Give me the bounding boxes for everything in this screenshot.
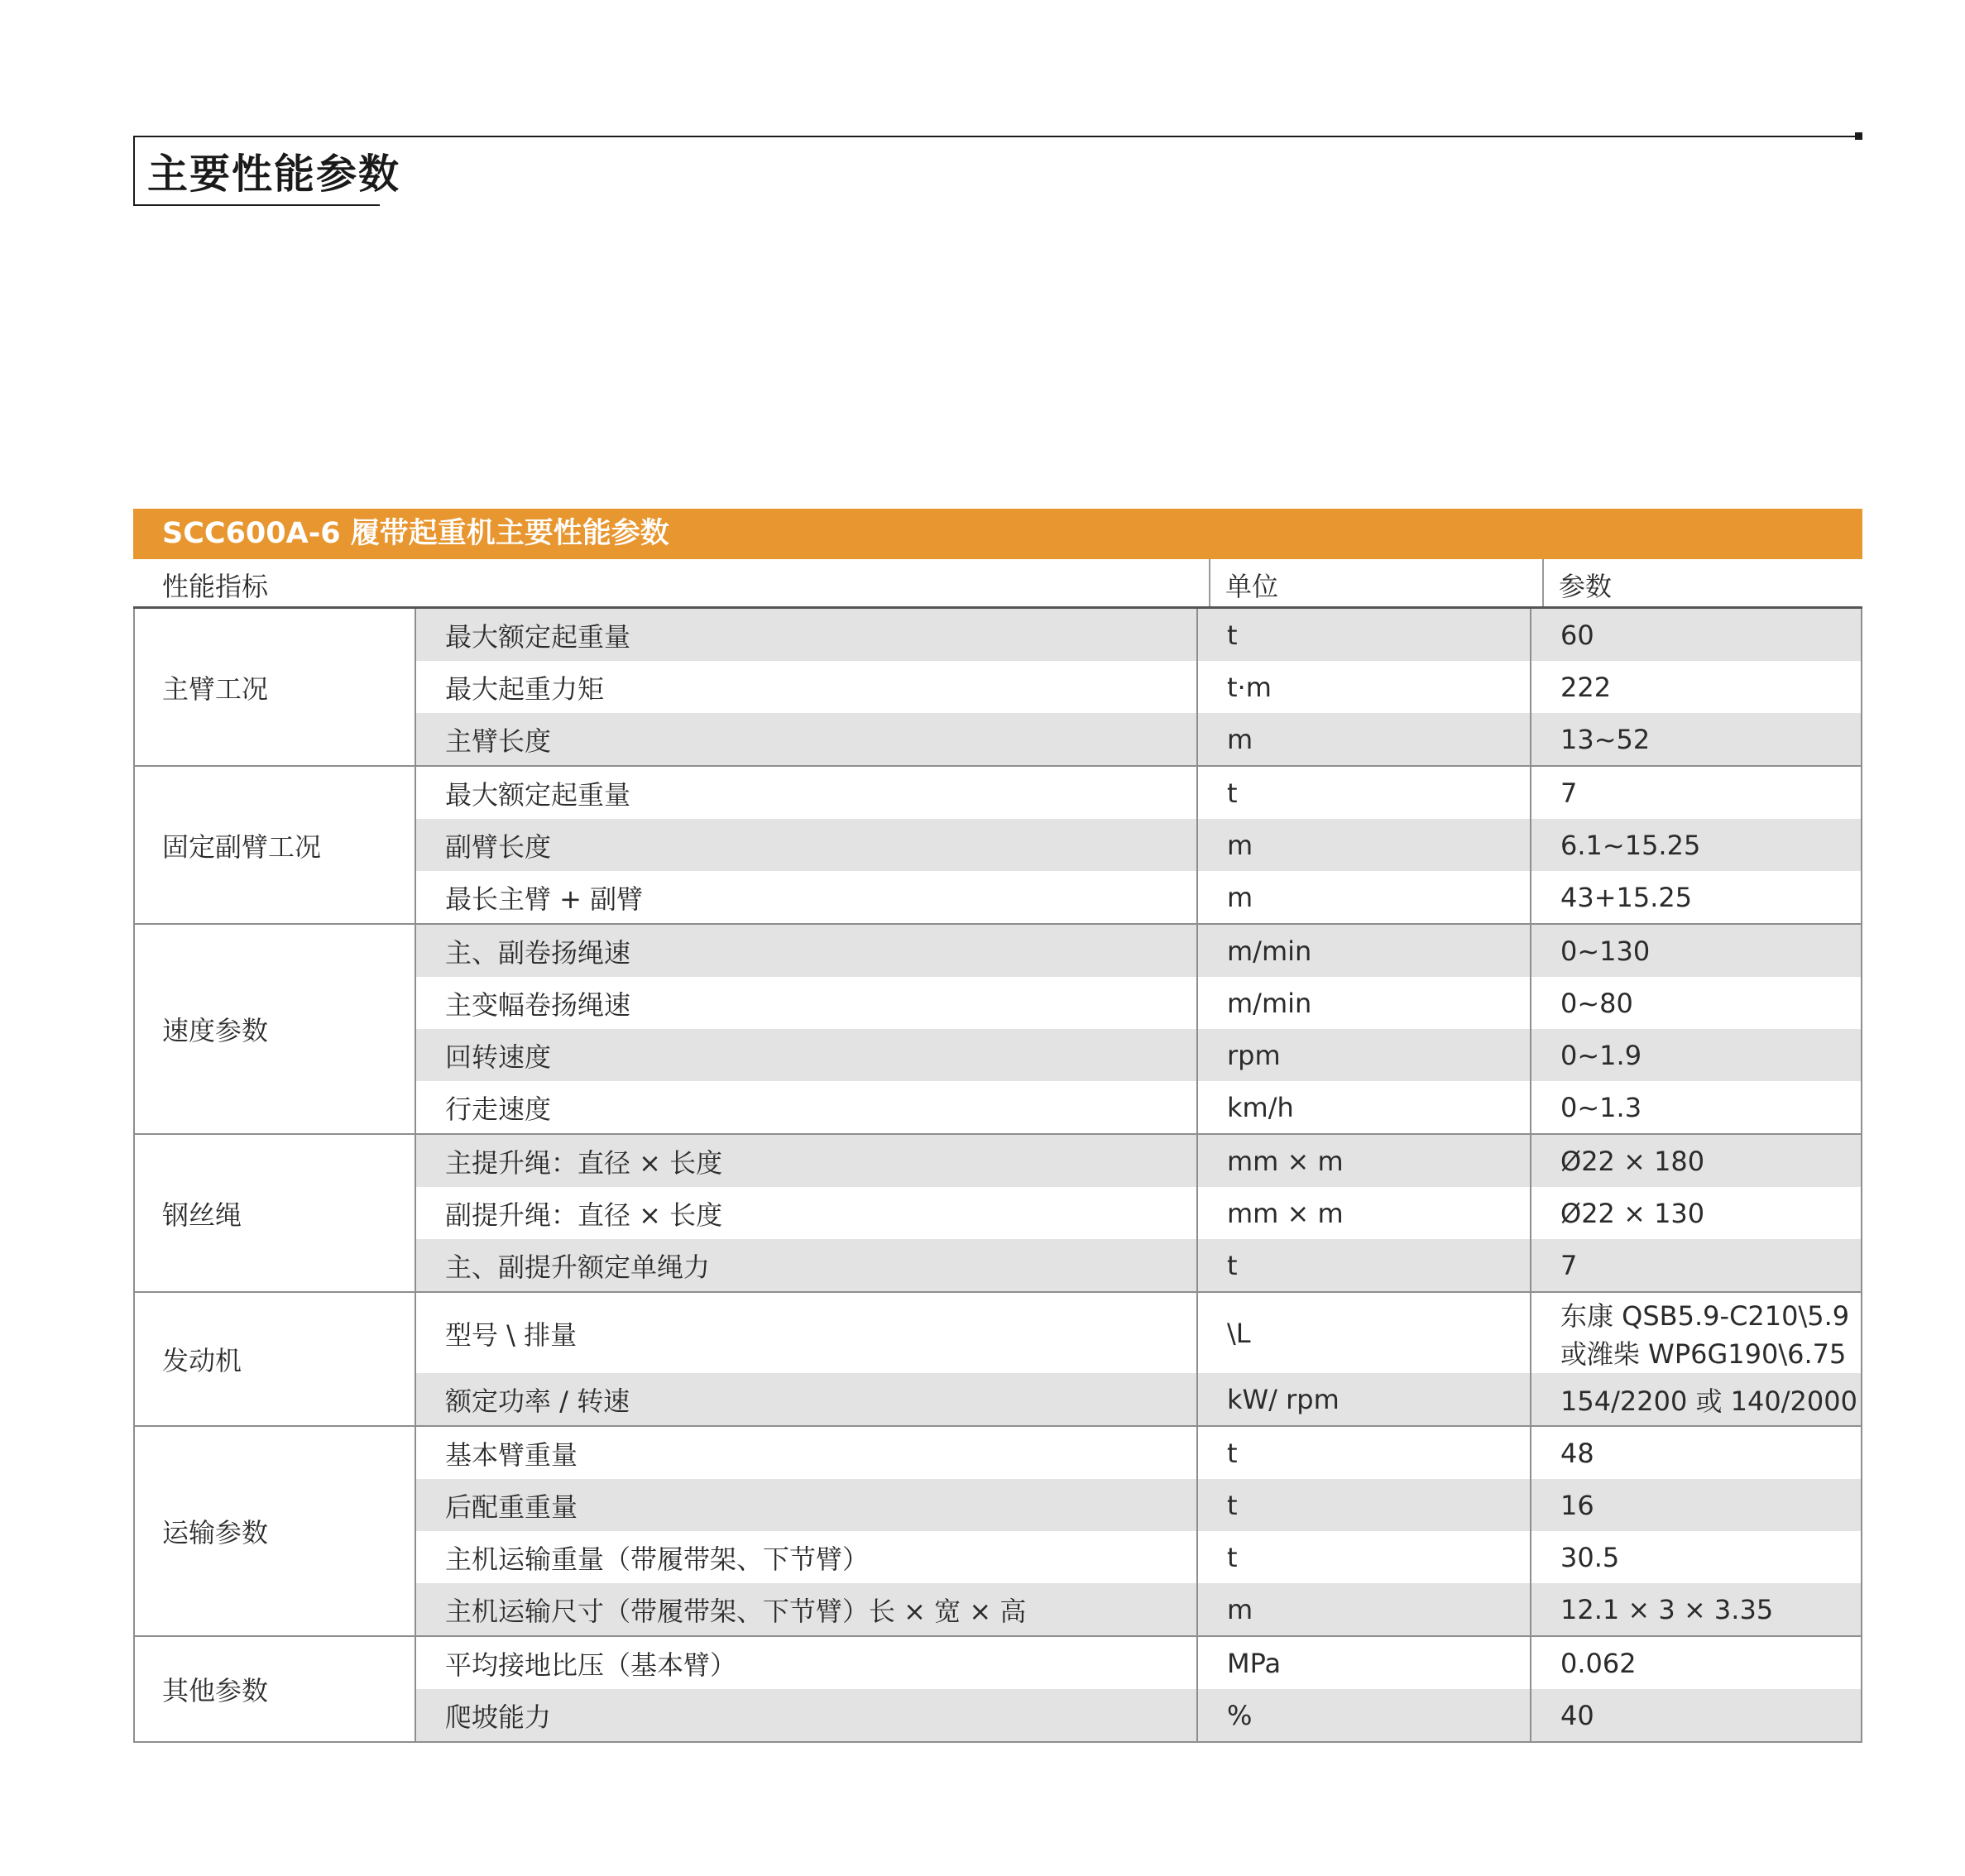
param-name: 后配重重量: [416, 1479, 1198, 1531]
param-value-text: 0~130: [1560, 935, 1651, 967]
page-title: 主要性能参数: [147, 151, 401, 198]
param-value: [1531, 1583, 1861, 1635]
heading-frame-bottom: [133, 204, 380, 206]
group-label: 主臂工况: [135, 609, 416, 765]
param-name: 爬坡能力: [416, 1689, 1198, 1741]
param-value-text: Ø22 × 180: [1560, 1145, 1705, 1177]
param-value-text: 30.5: [1560, 1541, 1620, 1573]
group-rows: [416, 1135, 1861, 1291]
table-body: [133, 609, 1862, 1743]
param-value: [1531, 1293, 1861, 1373]
param-unit: t: [1198, 1531, 1531, 1583]
param-name: 主机运输尺寸（带履带架、下节臂）长 × 宽 × 高: [416, 1583, 1198, 1635]
table-row: [416, 819, 1861, 871]
param-unit: m: [1198, 1583, 1531, 1635]
table-row: [416, 1479, 1861, 1531]
param-name: 型号 \ 排量: [416, 1293, 1198, 1373]
param-value: [1531, 1689, 1861, 1741]
table-row: [416, 1373, 1861, 1425]
param-unit: m: [1198, 819, 1531, 871]
param-unit: %: [1198, 1689, 1531, 1741]
column-header-indicator: 性能指标: [162, 571, 269, 602]
param-unit: mm × m: [1198, 1187, 1531, 1239]
table-row: [416, 1427, 1861, 1479]
table-group: [135, 1635, 1861, 1741]
group-label: 运输参数: [135, 1427, 416, 1635]
param-value: [1531, 767, 1861, 819]
table-row: [416, 1081, 1861, 1133]
table-group: [135, 765, 1861, 923]
column-divider: [1209, 559, 1210, 606]
param-name: 最长主臂 + 副臂: [416, 871, 1198, 923]
table-group: [135, 1425, 1861, 1635]
spec-table: [133, 509, 1862, 1743]
param-value-text: 13~52: [1560, 723, 1651, 755]
table-row: [416, 1583, 1861, 1635]
group-rows: [416, 1427, 1861, 1635]
param-value-text: 222: [1560, 671, 1612, 703]
param-name: 最大起重力矩: [416, 661, 1198, 713]
table-row: [416, 661, 1861, 713]
param-value: [1531, 1239, 1861, 1291]
heading-frame-left: [133, 136, 135, 206]
param-name: 主机运输重量（带履带架、下节臂）: [416, 1531, 1198, 1583]
param-unit: m/min: [1198, 925, 1531, 977]
table-row: [416, 1187, 1861, 1239]
table-row: [416, 713, 1861, 765]
param-value-text: 60: [1560, 619, 1594, 651]
table-group: [135, 1291, 1861, 1425]
param-value-text: 7: [1560, 1249, 1578, 1281]
param-value: [1531, 871, 1861, 923]
param-value-text: 0~1.3: [1560, 1091, 1642, 1123]
param-unit: t: [1198, 1427, 1531, 1479]
param-unit: kW/ rpm: [1198, 1373, 1531, 1425]
table-row: [416, 1135, 1861, 1187]
param-name: 平均接地比压（基本臂）: [416, 1637, 1198, 1689]
param-value-text: 154/2200 或 140/2000: [1560, 1385, 1857, 1417]
param-name: 主变幅卷扬绳速: [416, 977, 1198, 1029]
param-value: [1531, 1479, 1861, 1531]
param-name: 最大额定起重量: [416, 767, 1198, 819]
param-value: [1531, 661, 1861, 713]
group-rows: [416, 609, 1861, 765]
table-group: [135, 609, 1861, 765]
param-value-text: 7: [1560, 777, 1578, 809]
param-value: [1531, 1427, 1861, 1479]
param-unit: t·m: [1198, 661, 1531, 713]
table-title: SCC600A-6 履带起重机主要性能参数: [133, 509, 1862, 559]
param-value: [1531, 609, 1861, 661]
group-rows: [416, 1637, 1861, 1741]
table-row: [416, 1637, 1861, 1689]
param-value-text: 43+15.25: [1560, 881, 1693, 913]
table-row: [416, 1531, 1861, 1583]
group-rows: [416, 767, 1861, 923]
table-row: [416, 1293, 1861, 1373]
param-name: 行走速度: [416, 1081, 1198, 1133]
column-divider: [1542, 559, 1544, 606]
table-group: [135, 1133, 1861, 1291]
param-value: [1531, 1187, 1861, 1239]
param-value: [1531, 1029, 1861, 1081]
param-value-text-line2: 或潍柴 WP6G190\6.75: [1560, 1338, 1847, 1370]
table-row: [416, 609, 1861, 661]
heading-rule-end-marker: [1855, 132, 1862, 140]
param-value: [1531, 713, 1861, 765]
group-label: 固定副臂工况: [135, 767, 416, 923]
param-name: 主臂长度: [416, 713, 1198, 765]
param-unit: t: [1198, 767, 1531, 819]
param-name: 副臂长度: [416, 819, 1198, 871]
param-name: 主提升绳：直径 × 长度: [416, 1135, 1198, 1187]
param-unit: m: [1198, 871, 1531, 923]
param-unit: km/h: [1198, 1081, 1531, 1133]
param-unit: t: [1198, 609, 1531, 661]
param-value-text: 0.062: [1560, 1647, 1637, 1679]
group-label: 发动机: [135, 1293, 416, 1425]
param-value-text: 40: [1560, 1699, 1594, 1731]
table-row: [416, 767, 1861, 819]
param-value-text: 0~80: [1560, 987, 1633, 1019]
table-group: [135, 923, 1861, 1133]
group-label: 钢丝绳: [135, 1135, 416, 1291]
param-value-text: 东康 QSB5.9-C210\5.9: [1560, 1299, 1850, 1332]
param-name: 主、副卷扬绳速: [416, 925, 1198, 977]
table-row: [416, 1029, 1861, 1081]
param-name: 最大额定起重量: [416, 609, 1198, 661]
param-value: [1531, 1135, 1861, 1187]
param-name: 基本臂重量: [416, 1427, 1198, 1479]
group-label: 其他参数: [135, 1637, 416, 1741]
param-value: [1531, 819, 1861, 871]
param-name: 回转速度: [416, 1029, 1198, 1081]
param-value: [1531, 925, 1861, 977]
heading-rule: [133, 136, 1862, 137]
param-value-text: Ø22 × 130: [1560, 1197, 1705, 1229]
param-name: 主、副提升额定单绳力: [416, 1239, 1198, 1291]
param-unit: m: [1198, 713, 1531, 765]
param-value: [1531, 977, 1861, 1029]
group-rows: [416, 1293, 1861, 1425]
column-header-unit: 单位: [1225, 571, 1279, 602]
table-header: [133, 559, 1862, 609]
param-value-text: 6.1~15.25: [1560, 829, 1701, 861]
group-label: 速度参数: [135, 925, 416, 1133]
param-unit: m/min: [1198, 977, 1531, 1029]
param-value-text: 48: [1560, 1437, 1594, 1469]
param-value-text: 0~1.9: [1560, 1039, 1642, 1071]
table-row: [416, 1689, 1861, 1741]
param-name: 副提升绳：直径 × 长度: [416, 1187, 1198, 1239]
param-value: [1531, 1373, 1861, 1425]
param-unit: \L: [1198, 1293, 1531, 1373]
table-row: [416, 1239, 1861, 1291]
param-value: [1531, 1637, 1861, 1689]
param-value: [1531, 1531, 1861, 1583]
param-unit: mm × m: [1198, 1135, 1531, 1187]
table-row: [416, 871, 1861, 923]
table-row: [416, 977, 1861, 1029]
param-unit: t: [1198, 1479, 1531, 1531]
param-name: 额定功率 / 转速: [416, 1373, 1198, 1425]
param-value-text: 16: [1560, 1489, 1594, 1521]
param-value-text: 12.1 × 3 × 3.35: [1560, 1593, 1774, 1625]
group-rows: [416, 925, 1861, 1133]
param-unit: MPa: [1198, 1637, 1531, 1689]
table-row: [416, 925, 1861, 977]
param-unit: rpm: [1198, 1029, 1531, 1081]
column-header-value: 参数: [1559, 571, 1613, 602]
param-unit: t: [1198, 1239, 1531, 1291]
param-value: [1531, 1081, 1861, 1133]
